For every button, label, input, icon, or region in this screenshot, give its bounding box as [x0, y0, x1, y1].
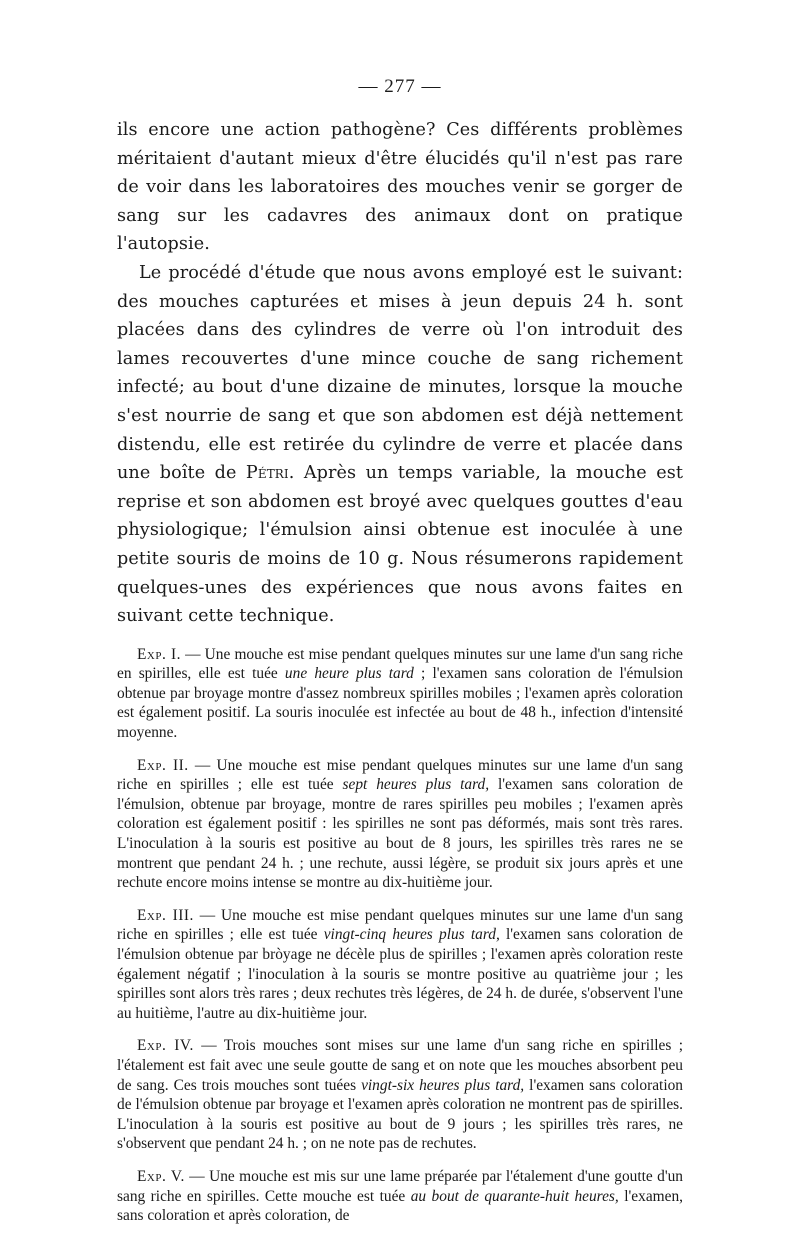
method-text-end: Après un temps variable, la mouche est reprise et son abdomen est broyé avec quelques gouttes d'eau physiologique; l'émulsion ainsi obtenue est inoculée à une petite souris de moins de 10 g. Nous résumerons rapidement quelques-unes des expériences que nous avons faites en suivant cette technique. [117, 463, 684, 627]
experiment-paragraph [117, 906, 683, 1024]
page-body [117, 116, 683, 1226]
experiment-1 [117, 645, 683, 743]
experiment-paragraph [117, 756, 683, 893]
page-number: — 277 — [358, 76, 442, 97]
paragraph-method [117, 259, 683, 631]
experiment-text-end: l'examen sans coloration de l'émulsion obtenue par broyage et l'examen après coloration ne montrent pas de spirilles. L'inoculation à la souris est positive au bout de 9 jours ; les spirilles très rares, ne s'observent que pendant 24 h. ; on ne note pas de rechutes. [117, 1076, 683, 1153]
experiment-label: Exp. III. [137, 906, 194, 924]
experiment-italic: au bout de quarante-huit heures, [410, 1187, 619, 1205]
main-text [117, 116, 683, 631]
experiment-label: Exp. II. [137, 756, 189, 774]
experiment-paragraph [117, 1036, 683, 1154]
experiment-text-end: l'examen, sans coloration et après coloration, de [117, 1187, 683, 1225]
paragraph-continuation: ils encore une action pathogène? Ces différents problèmes méritaient d'autant mieux d'être élucidés qu'il n'est pas rare de voir dans les laboratoires des mouches venir se gorger de sang sur les cadavres des animaux dont on pratique l'autopsie. [117, 120, 683, 255]
experiment-italic: vingt-six heures plus tard, [361, 1076, 525, 1094]
author-name-petri: Pétri. [245, 463, 295, 484]
experiment-label: Exp. I. [137, 645, 181, 663]
experiment-paragraph [117, 1167, 683, 1226]
experiment-italic: sept heures plus tard, [342, 776, 490, 794]
experiment-text-end: l'examen sans coloration de l'émulsion, obtenue par broyage, montre de rares spirilles peu mobiles ; l'examen après coloration est également positif : les spirilles ne sont pas déformés, mais sont très rares. L'inoculation à la souris est positive au bout de 8 jours, les spirilles très rares ne se montrent que pendant 24 h. ; une rechute, aussi légère, se produit six jours après et une rechute encore moins intense se montre au dix-huitième jour. [117, 776, 683, 892]
experiment-text: — Une mouche est mise pendant quelques minutes sur une lame d'un sang riche en spirilles ; elle est tuée [117, 756, 684, 794]
experiment-5 [117, 1167, 683, 1226]
experiment-text-end: l'examen sans coloration de l'émulsion obtenue par bròyage ne décèle plus de spirilles ; l'examen après coloration reste également négatif ; l'inoculation à la souris se montre positive au quatrième jour ; les spirilles sont alors très rares ; deux rechutes très légères, de 24 h. de durée, s'observent l'une au huitième, l'autre au dix-huitième jour. [117, 926, 683, 1022]
experiment-italic: vingt-cinq heures plus tard, [323, 926, 500, 944]
experiment-label: Exp. IV. [137, 1037, 194, 1055]
experiment-3 [117, 906, 683, 1024]
experiment-text: — Trois mouches sont mises sur une lame d'un sang riche en spirilles ; l'étalement est fait avec une seule goutte de sang et on note que les mouches absorbent peu de sang. Ces trois mouches sont tuées [117, 1037, 684, 1094]
experiment-paragraph [117, 645, 683, 743]
experiment-text-end: ; l'examen sans coloration de l'émulsion obtenue par broyage montre d'assez nombreux spirilles mobiles ; l'examen après coloration est également positif. La souris inoculée est infectée au bout de 48 h., infection d'intensité moyenne. [117, 665, 683, 742]
method-text-start: Le procédé d'étude que nous avons employé est le suivant: des mouches capturées et mises à jeun depuis 24 h. sont placées dans des cylindres de verre où l'on introduit des lames recouvertes d'une mince couche de sang richement infecté; au bout d'une dizaine de minutes, lorsque la mouche s'est nourrie de sang et que son abdomen est déjà nettement distendu, elle est retirée du cylindre de verre et placée dans une boîte de [117, 262, 683, 484]
experiment-text: — Une mouche est mis sur une lame préparée par l'étalement d'une goutte d'un sang riche en spirilles. Cette mouche est tuée [117, 1167, 683, 1205]
experiment-text: — Une mouche est mise pendant quelques minutes sur une lame d'un sang riche en spirilles ; elle est tuée [117, 906, 683, 944]
experiment-2 [117, 756, 683, 893]
experiment-label: Exp. V. [137, 1167, 185, 1185]
experiment-text: — Une mouche est mise pendant quelques minutes sur une lame d'un sang riche en spirilles, elle est tuée [117, 645, 684, 683]
experiment-4 [117, 1036, 683, 1154]
experiment-italic: une heure plus tard [284, 665, 414, 683]
